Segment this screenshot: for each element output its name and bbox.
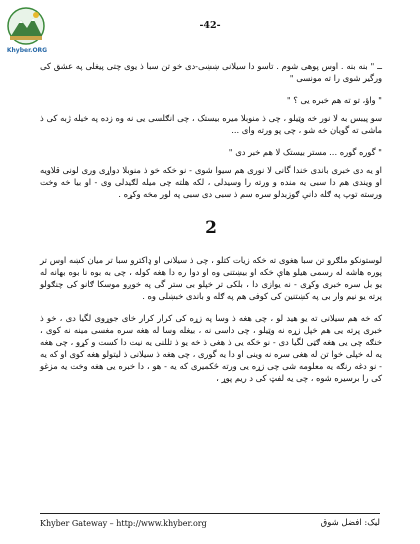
paragraph-5: او یه دی خبری باندی خندا گانی لا نوری هم سیوا شوی - نو خکه خو ذ منوبلا دواړی وری لونی قلاویه او ویندی هم دا سبی یه منده و ورته را وسیدلی ، لکه هلته چی میله لګیدلی وی - او بیا خه وخت ورسته توپ په ګله دانې ګوزبدلو سره سم ذ سبی دی سبی په لور مخه وکړه .: [40, 165, 382, 199]
chapter-number: 2: [205, 218, 217, 238]
footer-website: Khyber Gateway – http://www.khyber.org: [40, 519, 207, 528]
paragraph-1: ــ " بنه بنه . اوس پوهی شوم . تاسو دا سیلانی ښښی-دی خو تن سبا ذ یوی چتی پیغلی په عشق کی ورگیر شوی را ته مونسی ": [40, 61, 382, 83]
paragraph-6: لوستونکو ملګرو تن سبا هغوی ته خکه زیات کتلو ، چی ذ سیلانی او ډاکترو سبا تر میان کښه اوس تر پوره هاشه له رسمی هیلو هاې خکه او بیښتنی وه او دوا ره دا هغه کوله ، چی به بوه نا بوه بهانه له یو بل سره خبری وکړی - نه یوازی دا ، بلکی تر خپلو بی ستر گی په خوږو موسکا ګانو کی چنګولو پرته یو نیم وار بی په کښتنین کی کوفی هم په ګله و باندی خبښلی وه .: [40, 255, 382, 301]
logo-caption: Khyber.ORG: [6, 47, 48, 54]
paragraph-4: " گوره گوره ... مستر بیستک لا هم خبر دی ": [228, 147, 382, 157]
page-body: [40, 60, 382, 394]
paragraph-7: که خه هم سیلانی ته یو هید لو ، چی هغه ذ وسا په زړه کی کرار کرار خای جوړوی لگیا دی ، خو ذ خبری پرته یی هم خپل زړه نه وټیلو ، چی داسی نه ، بیغله وسا له هغه سره مغسی مینه نه کوی ، خنګه چی یی هغه ګټی لگیا دی - نو خکه یی ذ هغی ذ خه یو ذ تللنی یه نیت دا کست و کړو ، چی هغه یه له خپلی خوا تن له هغی سره نه وینی او دا یه گوری ، چی هغه ذ سیلانی ذ لیتولو هغه کوی او که یه - نو دغه رنګه یه معلومه شی چی زړه یی ورته څکمیری که یه - هو ، دا خبره یی هغه وخت یه مزغو کی را برسیره شوه ، چی یه لفټ کی د ریم پوړ ،: [40, 313, 382, 383]
paragraph-2: " واؤ، تو ته هم خبره یی ؟ ": [286, 95, 382, 105]
page-number: -42-: [199, 20, 221, 31]
paragraph-3: سو پیبس به لا نور خه وټیلو ، چی ذ منوبلا میره بیستک ، چی انګلسی یی نه وه زده په خیله ژبه کی ذ ماشی ته گویان خه شو ، چی پو ورته وای ...: [40, 113, 382, 135]
footer-author: لیک: افضل شوق: [320, 518, 380, 528]
footer-divider: [40, 513, 380, 514]
